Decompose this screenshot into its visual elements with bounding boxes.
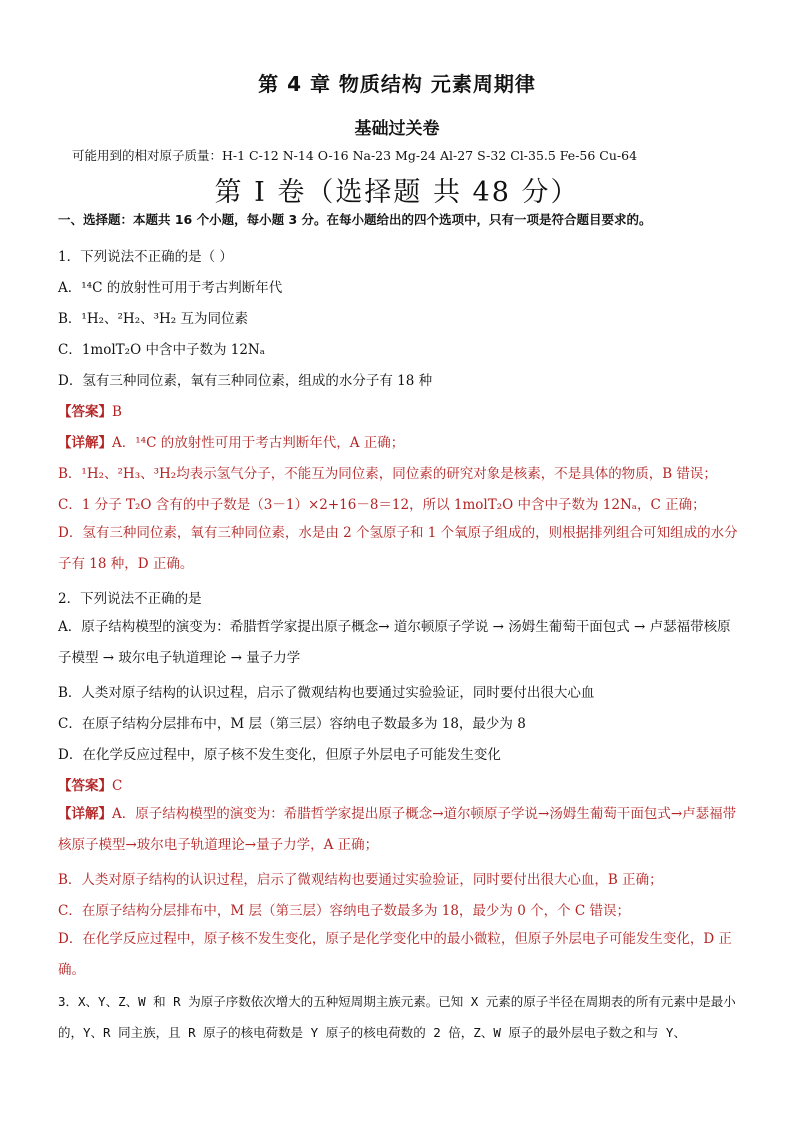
q2-detail-a: A．原子结构模型的演变为：希腊哲学家提出原子概念→道尔顿原子学说→汤姆生葡萄干面包式→卢瑟福带核原子模型→玻尔电子轨道理论→量子力学，A 正确；	[58, 806, 737, 853]
q2-option-d: D．在化学反应过程中，原子核不发生变化，但原子外层电子可能发生变化	[58, 747, 501, 763]
q2-detail-c: C．在原子结构分层排布中，M 层（第三层）容纳电子数最多为 18，最少为 0 个，个 C 错误；	[58, 903, 630, 919]
q1-option-b: B．¹H₂、²H₂、³H₂ 互为同位素	[58, 311, 249, 327]
q1-detail-a-line	[58, 431, 404, 451]
q3-stem: 3．X、Y、Z、W 和 R 为原子序数依次增大的五种短周期主族元素。已知 X 元素的原子半径在周期表的所有元素中是最小的，Y、R 同主族，且 R 原子的核电荷数是 Y 原子的核电荷数的 2 倍，Z、W 原子的最外层电子数之和与 Y、	[58, 994, 736, 1040]
q1-option-c: C．1molT₂O 中含中子数为 12Nₐ	[58, 342, 265, 358]
q1-stem: 1．下列说法不正确的是（ ）	[58, 249, 233, 265]
q1-detail-label: 【详解】	[58, 435, 112, 451]
q2-detail-b: B．人类对原子结构的认识过程，启示了微观结构也要通过实验验证，同时要付出很大心血，B 正确；	[58, 872, 663, 888]
q1-detail-b: B．¹H₂、²H₃、³H₂均表示氢气分子，不能互为同位素，同位素的研究对象是核素，不是具体的物质，B 错误；	[58, 466, 717, 482]
q1-detail-a: A．¹⁴C 的放射性可用于考古判断年代，A 正确；	[112, 435, 405, 451]
q1-detail-d: D．氢有三种同位素，氧有三种同位素，水是由 2 个氢原子和 1 个氧原子组成的，则根据排列组合可知组成的水分子有 18 种，D 正确。	[58, 525, 738, 572]
q2-detail-a-line	[58, 799, 738, 861]
q1-answer-label: 【答案】	[58, 404, 112, 420]
q2-option-b: B．人类对原子结构的认识过程，启示了微观结构也要通过实验验证，同时要付出很大心血	[58, 685, 595, 701]
q2-answer	[58, 774, 122, 794]
q2-option-c: C．在原子结构分层排布中，M 层（第三层）容纳电子数最多为 18，最少为 8	[58, 716, 526, 732]
q2-answer-value: C	[112, 778, 123, 794]
q1-detail-c: C．1 分子 T₂O 含有的中子数是（3－1）×2+16－8＝12，所以 1molT₂O 中含中子数为 12Nₐ，C 正确；	[58, 497, 706, 513]
q2-answer-label: 【答案】	[58, 778, 112, 794]
q2-detail-label: 【详解】	[58, 806, 112, 822]
q2-option-a: A．原子结构模型的演变为：希腊哲学家提出原子概念→ 道尔顿原子学说 → 汤姆生葡萄干面包式 → 卢瑟福带核原子模型 → 玻尔电子轨道理论 → 量子力学	[58, 619, 731, 666]
q2-detail-d: D．在化学反应过程中，原子核不发生变化，原子是化学变化中的最小微粒，但原子外层电子可能发生变化，D 正确。	[58, 931, 732, 978]
q1-option-d: D．氢有三种同位素，氧有三种同位素，组成的水分子有 18 种	[58, 373, 433, 389]
section-instruction: 一、选择题：本题共 16 个小题，每小题 3 分。在每小题给出的四个选项中，只有一项是符合题目要求的。	[58, 212, 652, 227]
section-heading: 第 I 卷（选择题 共 48 分）	[214, 177, 580, 208]
q1-option-a: A．¹⁴C 的放射性可用于考古判断年代	[58, 280, 283, 296]
exam-subtitle: 基础过关卷	[354, 119, 440, 139]
q1-answer	[58, 400, 122, 420]
q1-answer-value: B	[112, 404, 122, 420]
q2-stem: 2．下列说法不正确的是	[58, 591, 202, 607]
atomic-masses-note: 可能用到的相对原子质量：H-1 C-12 N-14 O-16 Na-23 Mg-24 Al-27 S-32 Cl-35.5 Fe-56 Cu-64	[72, 148, 638, 163]
chapter-title: 第 4 章 物质结构 元素周期律	[258, 72, 536, 96]
